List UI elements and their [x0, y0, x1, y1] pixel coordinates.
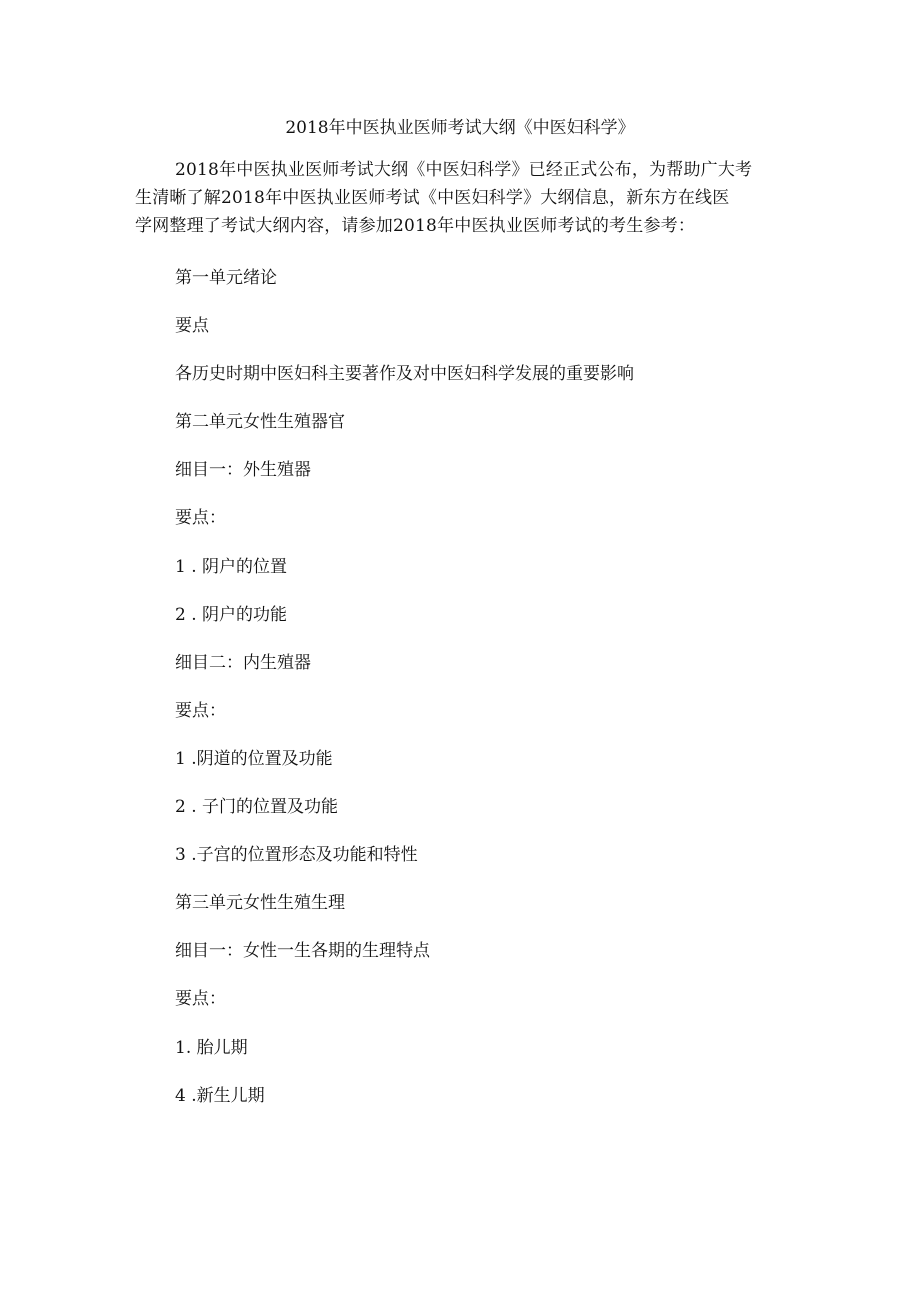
unit-heading: 第三单元女性生殖生理	[175, 893, 345, 913]
section-label: 要点：	[175, 508, 226, 528]
unit-heading: 第一单元绪论	[175, 268, 277, 288]
document-title: 2018年中医执业医师考试大纲《中医妇科学》	[285, 118, 635, 138]
section-label: 要点：	[175, 989, 226, 1009]
list-item: 3 .子宫的位置形态及功能和特性	[175, 845, 418, 865]
list-item: 1. 胎儿期	[175, 1038, 248, 1058]
list-item: 各历史时期中医妇科主要著作及对中医妇科学发展的重要影响	[175, 364, 634, 384]
intro-paragraph	[135, 156, 785, 240]
intro-line: 学网整理了考试大纲内容，请参加2018年中医执业医师考试的考生参考：	[135, 216, 696, 236]
subsection-heading: 细目一：外生殖器	[175, 460, 311, 480]
section-label: 要点	[175, 316, 209, 336]
subsection-heading: 细目一：女性一生各期的生理特点	[175, 941, 430, 961]
list-item: 1 .阴道的位置及功能	[175, 749, 333, 769]
list-item: 2 . 阴户的功能	[175, 605, 288, 625]
list-item: 1 . 阴户的位置	[175, 557, 288, 577]
subsection-heading: 细目二：内生殖器	[175, 653, 311, 673]
unit-heading: 第二单元女性生殖器官	[175, 412, 345, 432]
intro-line: 生清晰了解2018年中医执业医师考试《中医妇科学》大纲信息，新东方在线医	[135, 188, 730, 208]
list-item: 2 . 子门的位置及功能	[175, 797, 339, 817]
section-label: 要点：	[175, 701, 226, 721]
intro-line: 2018年中医执业医师考试大纲《中医妇科学》已经正式公布，为帮助广大考	[175, 160, 753, 180]
list-item: 4 .新生儿期	[175, 1086, 265, 1106]
